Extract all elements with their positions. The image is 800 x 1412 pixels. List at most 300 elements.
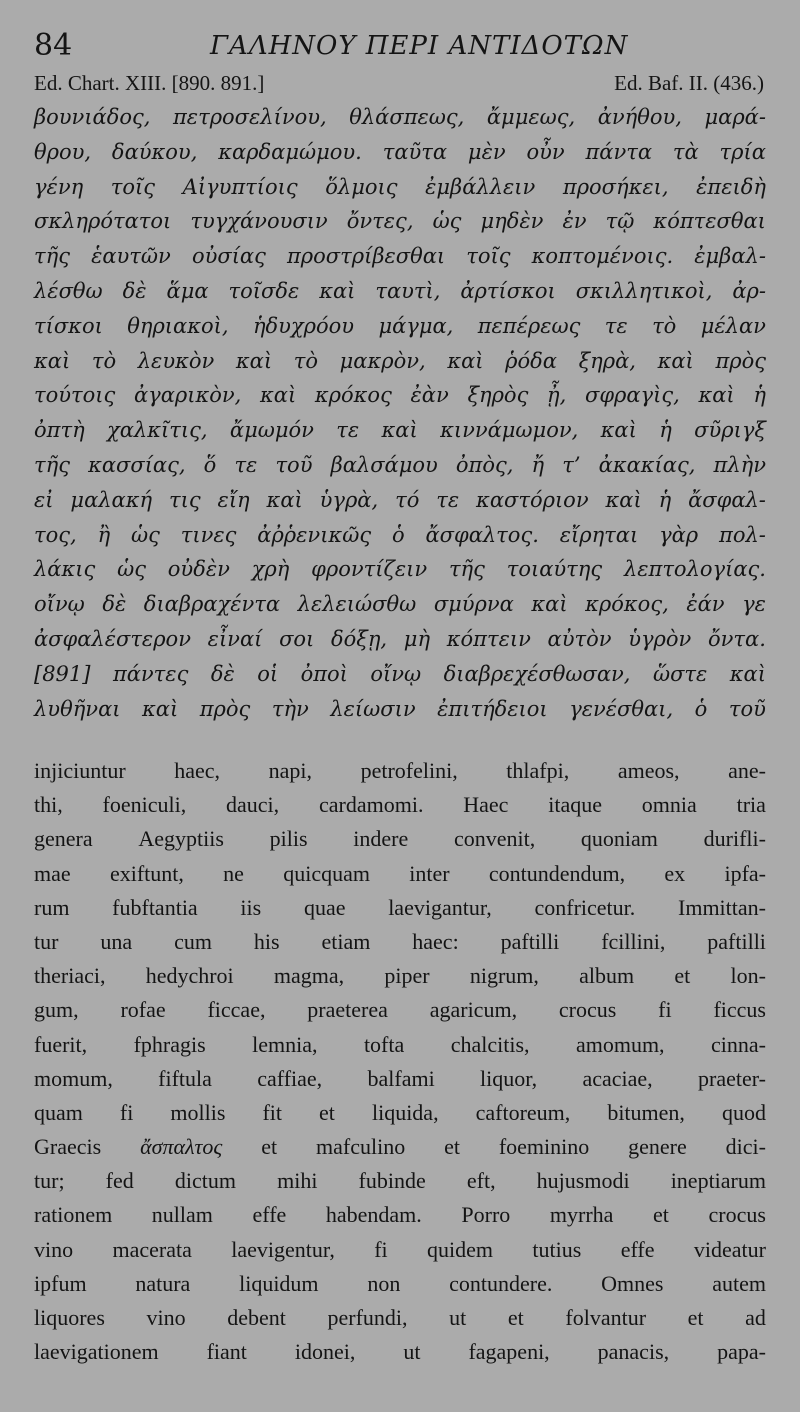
word: haec, [174,758,221,783]
word: dictum [174,1168,236,1194]
word: τε [336,418,360,443]
latin-text-line [34,857,766,891]
word: et [653,1202,669,1228]
word: τοῖς [110,174,156,199]
word: τῷ [605,209,635,234]
greek-text-line [34,622,766,657]
word: ficcus [713,997,766,1023]
word: liquidum [239,1270,319,1296]
latin-text-line [34,1130,766,1164]
word: indere [353,826,409,852]
word: φροντίζειν [311,557,428,582]
word: λέσθω [34,278,103,303]
word: et [674,963,691,989]
word: θλάσπεως, [349,105,465,129]
word: crocus [558,997,617,1023]
word: ξηρὸς [467,383,529,408]
word: haec: [412,928,459,954]
word: genere [628,1134,687,1160]
word: καὶ [319,278,356,303]
word: πλὴν [713,452,766,477]
word: exiftunt, [109,860,184,886]
word: σκιλλητικοὶ, [575,278,713,303]
word: μαλακή [70,487,153,512]
word: ἡδυχρόου [252,313,355,338]
word: ἄσφαλτος. [425,522,539,547]
word: τε [436,487,460,512]
word: momum, [34,1065,113,1091]
greek-text-line [34,657,766,692]
word: fiftula [158,1065,212,1091]
word: ἀνήθου, [597,105,682,129]
greek-text-line [34,483,766,518]
word: ῥόδα [505,348,557,373]
latin-text-line [34,1267,766,1301]
word: μάγμα, [378,313,454,338]
word: natura [135,1270,191,1296]
latin-text-block [34,754,766,1369]
word: piper [384,963,430,989]
word: laevigantur, [388,894,492,920]
word: ἄμμεως, [486,105,576,129]
word: autem [712,1270,766,1296]
word: quod [721,1099,766,1125]
word: τοῖσδε [228,278,300,303]
latin-text-line [34,788,766,822]
word: διαβραχέντα [143,592,281,617]
word: dauci, [226,792,280,818]
greek-text-line [34,552,766,587]
word: injiciuntur [34,758,126,783]
word: κιννάμωμον, [440,418,579,443]
word: inter [409,860,450,886]
word: πρὸς [199,696,251,721]
word: mihi [277,1168,318,1194]
word: quicquam [283,860,370,886]
word: διαβρεχέσθωσαν, [443,661,631,686]
word: ἀῤῥενικῶς [257,522,372,547]
word: mollis [170,1099,226,1125]
word: una [100,928,133,954]
greek-text-line [34,170,766,205]
word: κασσίας, [88,452,186,477]
word: tur; [34,1168,65,1194]
word: τὴν [271,696,309,721]
word: καὶ [235,348,273,373]
word: αὐτὸν [547,626,612,651]
edition-chartier-reference: Ed. Chart. XIII. [890. 891.] [34,71,265,95]
word: chalcitis, [450,1031,530,1057]
word: caffiae, [257,1065,323,1091]
word: fiant [206,1339,247,1365]
word: cum [174,928,212,954]
word: amomum, [575,1031,665,1057]
word: ut [403,1339,421,1365]
latin-text-line [34,891,766,925]
word: σκληρότατοι [34,209,172,234]
word: εἴη [217,487,250,512]
word: ad [745,1305,766,1330]
word: Αἰγυπτίοις [182,174,298,199]
word: non [367,1270,401,1296]
word: τοῦ [275,452,313,477]
word: καὶ [381,418,418,443]
word: videatur [693,1236,766,1262]
word: δαύκου, [111,139,198,164]
word: ἢ [97,522,111,547]
word: τὸ [293,348,318,373]
word: paftilli [707,928,766,954]
word: Haec [463,792,509,818]
word: σφραγὶς, [584,383,680,408]
word: liquida, [371,1099,439,1125]
word: itaque [548,792,602,818]
word: ὀπτὴ [34,418,85,443]
word: λευκὸν [137,348,215,373]
word: τούτοις [34,383,116,408]
greek-text-line [34,448,766,483]
word: γενέσθαι, [569,696,674,721]
word: contundendum, [488,860,626,886]
word: etiam [321,928,371,954]
latin-text-line [34,993,766,1027]
word: hujusmodi [536,1168,630,1194]
word: effe [620,1236,655,1262]
word: ὡς [432,209,462,234]
word: [891] [34,661,91,686]
word: ἄμωμόν [229,418,314,443]
word: πολ- [719,522,766,547]
word: ἀσφαλέστερον [34,626,191,651]
word: papa- [717,1339,766,1365]
word: ἐμβαλ- [694,244,766,269]
latin-text-line [34,925,766,959]
word: vino [146,1305,186,1330]
word: Aegyptiis [138,826,224,852]
word: οἱ [257,661,279,686]
latin-text-line [34,959,766,993]
word: ὁ [391,522,405,547]
word: τίσκοι [34,313,103,338]
word: et [319,1099,335,1125]
greek-text-line [34,204,766,239]
word: ἐν [562,209,587,234]
word: et [261,1134,278,1160]
greek-text-line [34,587,766,622]
word: πάντες [112,661,189,686]
word: λυθῆναι [34,696,121,721]
word: τὸ [652,313,677,338]
word: omnia [641,792,697,818]
word: perfundi, [327,1305,408,1330]
word: σοι [279,626,315,651]
word: καὶ [605,487,642,512]
word: pilis [269,826,308,852]
word: καὶ [600,418,637,443]
word: οἴνῳ [34,592,85,617]
word: καὶ [34,348,71,373]
word: rum [34,894,70,920]
word: οὖν [526,139,565,164]
word: καὶ [698,383,735,408]
latin-text-line [34,1335,766,1369]
word: thi, [34,792,63,818]
word: τὸ [91,348,117,373]
word: τό [395,487,420,512]
word: βουνιάδος, [34,105,151,129]
word: ex [664,860,686,886]
word: μὴ [403,626,431,651]
word: κρόκος [314,383,392,408]
greek-text-line [34,239,766,274]
word: contundere. [449,1270,553,1296]
word: λεπτολογίας. [623,557,766,582]
word: θηριακοὶ, [127,313,229,338]
word: ὀπὸς, [455,452,514,477]
word: praeter- [698,1065,766,1091]
word: μαρά- [704,105,766,129]
word: fcillini, [601,928,666,954]
word: μέλαν [700,313,766,338]
word: οἴνῳ [370,661,422,686]
word: καὶ [531,592,568,617]
word: πεπέρεως [477,313,581,338]
word: ἅμα [166,278,209,303]
running-title: ΓΑΛΗΝΟΥ ΠΕΡΙ ΑΝΤΙΔΟΤΩΝ [210,31,629,61]
word: ὀποὶ [300,661,348,686]
word: τυγχάνουσιν [190,209,328,234]
word: Porro [461,1202,511,1228]
word: magma, [273,963,345,989]
word: ipfum [34,1270,87,1296]
word: laevigentur, [231,1236,335,1262]
word: effe [252,1202,287,1228]
word: tur [34,928,59,954]
word: ἐπειδὴ [696,174,766,199]
latin-text-line [34,822,766,856]
word: καὶ [266,487,303,512]
word: mae [34,860,71,886]
word: ταῦτα [382,139,448,164]
word: Omnes [601,1270,664,1296]
word: lemnia, [252,1031,318,1057]
latin-text-line [34,1301,766,1335]
word: idonei, [294,1339,356,1365]
word: πάντα [585,139,653,164]
word: cinna- [711,1031,766,1057]
word: κόπτειν [446,626,531,651]
word: ameos, [617,758,680,783]
word: τῆς [34,452,70,477]
word: πρὸς [715,348,766,373]
word: προστρίβεσθαι [287,244,446,269]
word: χρὴ [251,557,290,582]
word: et [444,1134,460,1160]
word: καὶ [657,348,694,373]
word: οὐδὲν [167,557,230,582]
word: δὲ [122,278,147,303]
word: λελειώσθω [297,592,417,617]
word: τε [234,452,258,477]
word: κόπτεσθαι [653,209,766,234]
word: fubinde [358,1168,426,1194]
word: ὄντα. [708,626,766,651]
word: βαλσάμου [330,452,438,477]
word: σῦριγξ [694,418,766,443]
word: τῆς [34,244,70,269]
word: fi [658,997,672,1023]
greek-text-line [34,135,766,170]
word: τις [169,487,201,512]
word: τος, [34,522,77,547]
word: ficcae, [207,997,266,1023]
word: habendam. [325,1202,422,1228]
word: ἀκακίας, [598,452,696,477]
edition-reference-line [34,68,764,98]
word: nullam [151,1202,213,1228]
word: ᾖ, [547,383,567,408]
word: macerata [112,1236,192,1262]
word: ἡ [659,418,672,443]
word: myrrha [549,1202,614,1228]
word: καρδαμώμου. [218,139,362,164]
word: ὥστε [652,661,708,686]
word: fed [105,1168,134,1194]
word: eft, [466,1168,496,1194]
word: album [579,963,635,989]
word: τοῖς [466,244,511,269]
word: lon- [730,963,766,989]
word: folvantur [565,1305,647,1330]
word: agaricum, [429,997,518,1023]
word: ἐπιτήδειοι [437,696,548,721]
word: καστόριον [476,487,589,512]
greek-text-line [34,413,766,448]
word: καὶ [447,348,484,373]
word: ut [449,1305,467,1330]
word: τοῦ [728,696,766,721]
word: ἑαυτῶν [91,244,171,269]
word: εἶναί [207,626,263,651]
latin-text-line [34,1164,766,1198]
word: durifli- [703,826,766,852]
word: bitumen, [607,1099,685,1125]
word: fit [262,1099,283,1125]
word: τρία [719,139,766,164]
word: quae [303,894,346,920]
greek-text-line [34,518,766,553]
word: ὑγρὰ, [319,487,379,512]
page-number: 84 [34,28,73,63]
word: panacis, [597,1339,670,1365]
word: τ’ [562,452,581,477]
word: τινες [180,522,237,547]
word: Immittan- [678,894,766,920]
word: κοπτομένοις. [531,244,674,269]
word: tria [736,792,766,818]
greek-text-line [34,274,766,309]
word: εἴρηται [559,522,639,547]
word: ἀρ- [732,278,766,303]
page-header [34,26,764,66]
latin-text-line [34,1062,766,1096]
latin-text-line [34,1233,766,1267]
word: ἀρτίσκοι [460,278,556,303]
word: liquor, [480,1065,538,1091]
latin-text-line [34,1096,766,1130]
word: ὄντες, [346,209,414,234]
word: δὲ [102,592,127,617]
word: rationem [34,1202,113,1228]
word: δόξῃ, [330,626,388,651]
word: foeminino [498,1134,590,1160]
greek-text-block [34,100,766,726]
word: κρόκος, [585,592,669,617]
word: fi [374,1236,388,1262]
word: μὲν [467,139,506,164]
word: γένη [34,174,84,199]
word: gum, [34,997,79,1023]
word: petrofelini, [360,758,458,783]
word: laevigationem [34,1339,159,1365]
word: ἡ [658,487,672,512]
word: καὶ [260,383,297,408]
greek-text-line [34,344,766,379]
greek-text-line [34,100,766,135]
word: ane- [728,758,766,783]
word: napi, [268,758,312,783]
word: crocus [708,1202,766,1228]
word: tutius [532,1236,582,1262]
word: οὐσίας [191,244,266,269]
word: vino [34,1236,74,1262]
word: εἰ [34,487,54,512]
word: fubftantia [112,894,198,920]
word: rofae [120,997,166,1023]
word: mafculino [316,1134,406,1160]
word: quoniam [580,826,658,852]
word: ξηρὰ, [578,348,636,373]
word: Graecis [34,1134,102,1160]
word: theriaci, [34,963,106,989]
word: ὅ [203,452,217,477]
word: dici- [725,1134,766,1160]
word: ὁ [694,696,708,721]
word: balfami [367,1065,435,1091]
word: γὰρ [659,522,699,547]
word: quam [34,1099,83,1125]
word: genera [34,826,93,852]
word: debent [227,1305,286,1330]
word: caftoreum, [475,1099,571,1125]
word: ἄσπαλτος [140,1134,223,1160]
latin-text-line [34,754,766,788]
word: ἤ [531,452,545,477]
word: προσήκει, [562,174,669,199]
word: tofta [363,1031,405,1057]
word: ne [223,860,244,886]
word: χαλκῖτις, [107,418,208,443]
word: nigrum, [469,963,539,989]
word: τοιαύτης [506,557,603,582]
word: acaciae, [582,1065,653,1091]
word: μηδὲν [480,209,544,234]
word: γε [742,592,766,617]
word: πετροσελίνου, [173,105,327,129]
word: fuerit, [34,1031,88,1057]
word: λείωσιν [330,696,416,721]
word: hedychroi [145,963,234,989]
